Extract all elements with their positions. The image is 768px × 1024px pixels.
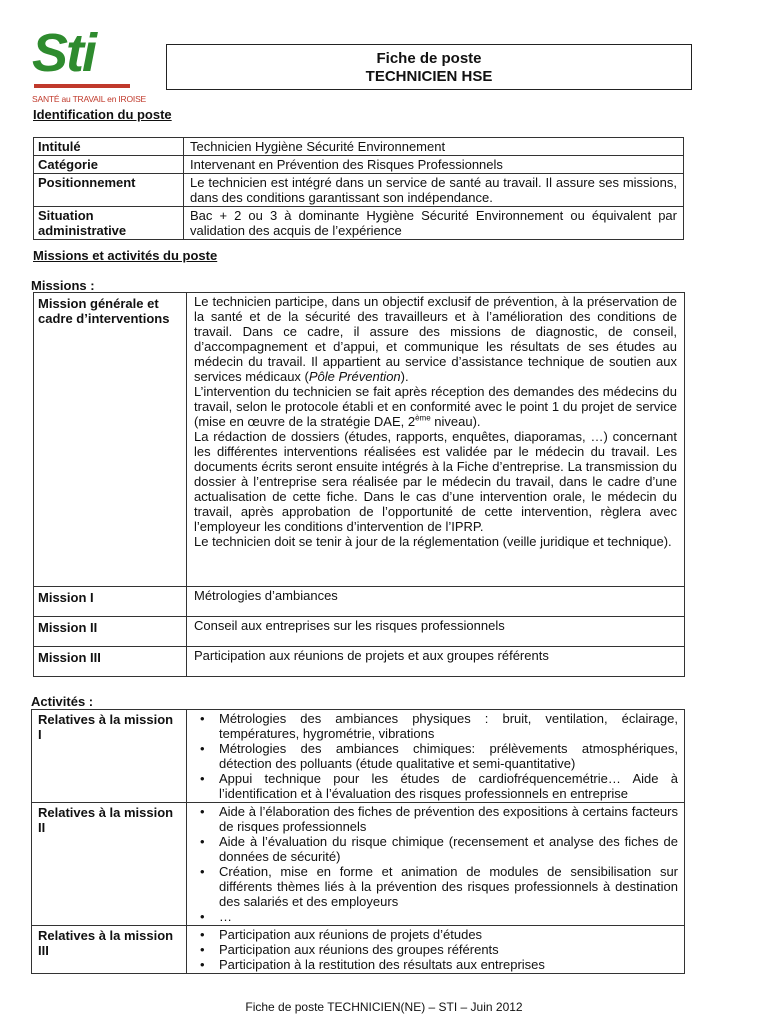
- text-superscript: ème: [415, 413, 431, 423]
- row-label: Situation administrative: [34, 207, 184, 240]
- row-label: Intitulé: [34, 138, 184, 156]
- logo-underline: [34, 84, 130, 88]
- row-label: Mission I: [34, 587, 187, 617]
- text-span: niveau).: [430, 414, 481, 429]
- paragraph: [194, 294, 677, 384]
- title-line-2: TECHNICIEN HSE: [365, 68, 493, 85]
- paragraph: [194, 384, 677, 429]
- list-item: • Appui technique pour les études de cardiofréquencemétrie… Aide à l’identification et à l’évaluation des risques professionnels en entreprise: [191, 771, 678, 801]
- text-span: ).: [400, 369, 409, 384]
- list-item: • Participation aux réunions de projets d’études: [191, 927, 678, 942]
- sti-logo: [30, 23, 147, 114]
- list-item: • Participation à la restitution des résultats aux entreprises: [191, 957, 678, 972]
- missions-label: Missions :: [31, 278, 95, 293]
- identification-table: [33, 137, 684, 240]
- table-row: [34, 156, 684, 174]
- row-label: Relatives à la mission II: [32, 803, 187, 926]
- row-value: Participation aux réunions de projets et aux groupes référents: [187, 647, 685, 677]
- row-label: Mission III: [34, 647, 187, 677]
- table-row: [34, 174, 684, 207]
- list-item: • …: [191, 909, 678, 924]
- table-row: [32, 710, 685, 803]
- row-value: Conseil aux entreprises sur les risques professionnels: [187, 617, 685, 647]
- table-row: [34, 293, 685, 587]
- activity-list: [191, 927, 678, 972]
- logo-wordmark: Sti: [32, 23, 96, 83]
- row-value: Métrologies d’ambiances: [187, 587, 685, 617]
- page-footer: Fiche de poste TECHNICIEN(NE) – STI – Juin 2012: [245, 1000, 523, 1014]
- row-value: [187, 710, 685, 803]
- table-row: [34, 617, 685, 647]
- identification-heading: Identification du poste: [33, 107, 172, 122]
- row-label: Relatives à la mission III: [32, 926, 187, 974]
- list-item: • Aide à l’élaboration des fiches de prévention des expositions à certains facteurs de risques professionnels: [191, 804, 678, 834]
- row-value: [187, 926, 685, 974]
- list-item: • Participation aux réunions des groupes référents: [191, 942, 678, 957]
- row-label: Positionnement: [34, 174, 184, 207]
- title-line-1: Fiche de poste: [376, 50, 482, 67]
- row-label: Relatives à la mission I: [32, 710, 187, 803]
- activity-list: [191, 711, 678, 801]
- row-value: Bac + 2 ou 3 à dominante Hygiène Sécurité Environnement ou équivalent par validation des acquis de l’expérience: [184, 207, 684, 240]
- table-row: [32, 926, 685, 974]
- list-item: • Création, mise en forme et animation de modules de sensibilisation sur différents thèmes liés à la prévention des risques professionnels à destination des salariés et des employeurs: [191, 864, 678, 909]
- row-value: Intervenant en Prévention des Risques Professionnels: [184, 156, 684, 174]
- activities-table: [31, 709, 685, 974]
- row-label: Mission II: [34, 617, 187, 647]
- table-row: [34, 138, 684, 156]
- table-row: [34, 207, 684, 240]
- list-item: • Métrologies des ambiances chimiques: prélèvements atmosphériques, détection des polluants (étude qualitative et semi-quantitative): [191, 741, 678, 771]
- row-value: [187, 803, 685, 926]
- paragraph: Le technicien doit se tenir à jour de la réglementation (veille juridique et technique).: [194, 534, 672, 549]
- activity-list: [191, 804, 678, 924]
- missions-section-heading: Missions et activités du poste: [33, 248, 218, 263]
- text-span: L’intervention du technicien se fait après réception des demandes des médecins du travail, selon le protocole établi et en conformité avec le point 1 du projet de service (mise en œuvre de la stratégie DAE, 2: [194, 384, 677, 429]
- list-item: • Aide à l’évaluation du risque chimique (recensement et analyse des fiches de données de sécurité): [191, 834, 678, 864]
- table-row: [34, 647, 685, 677]
- paragraph: La rédaction de dossiers (études, rapports, enquêtes, diaporamas, …) concernant les différentes interventions réalisées est validée par le médecin du travail. Les documents écrits seront ensuite intégrés à la Fiche d’entreprise. La transmission du dossier à l’entreprise sera réalisée par le médecin du travail, dans le cadre d’une actualisation de cette fiche. Dans le cas d’une intervention orale, le médecin du travail, après approbation de l’opportunité de cette intervention, règlera avec l’employeur les conditions d’intervention de l’IPRP.: [194, 429, 677, 534]
- text-span: Le technicien participe, dans un objectif exclusif de prévention, à la préservation de la santé et de la sécurité des travailleurs et à l’amélioration des conditions de travail. Dans ce cadre, il assure des missions de diagnostic, de conseil, d’accompagnement et d’appui, et communique les résultats de ses études au médecin du travail. Il appartient au service d’assistance technique de soutien aux services médicaux (: [194, 294, 677, 384]
- table-row: [34, 587, 685, 617]
- activities-label: Activités :: [31, 694, 94, 709]
- row-label: Catégorie: [34, 156, 184, 174]
- row-label: Mission générale et cadre d’interventions: [34, 293, 187, 587]
- logo-subtitle: SANTÉ au TRAVAIL en IROISE: [32, 94, 147, 104]
- row-value: Technicien Hygiène Sécurité Environnement: [184, 138, 684, 156]
- text-emphasis: Pôle Prévention: [308, 369, 401, 384]
- title-box: [166, 44, 692, 90]
- list-item: • Métrologies des ambiances physiques : bruit, ventilation, éclairage, températures, hygrométrie, vibrations: [191, 711, 678, 741]
- row-value: Le technicien est intégré dans un service de santé au travail. Il assure ses missions, dans des conditions garantissant son indépendance.: [184, 174, 684, 207]
- table-row: [32, 803, 685, 926]
- mission-general-text: [187, 293, 685, 587]
- missions-table: [33, 292, 685, 677]
